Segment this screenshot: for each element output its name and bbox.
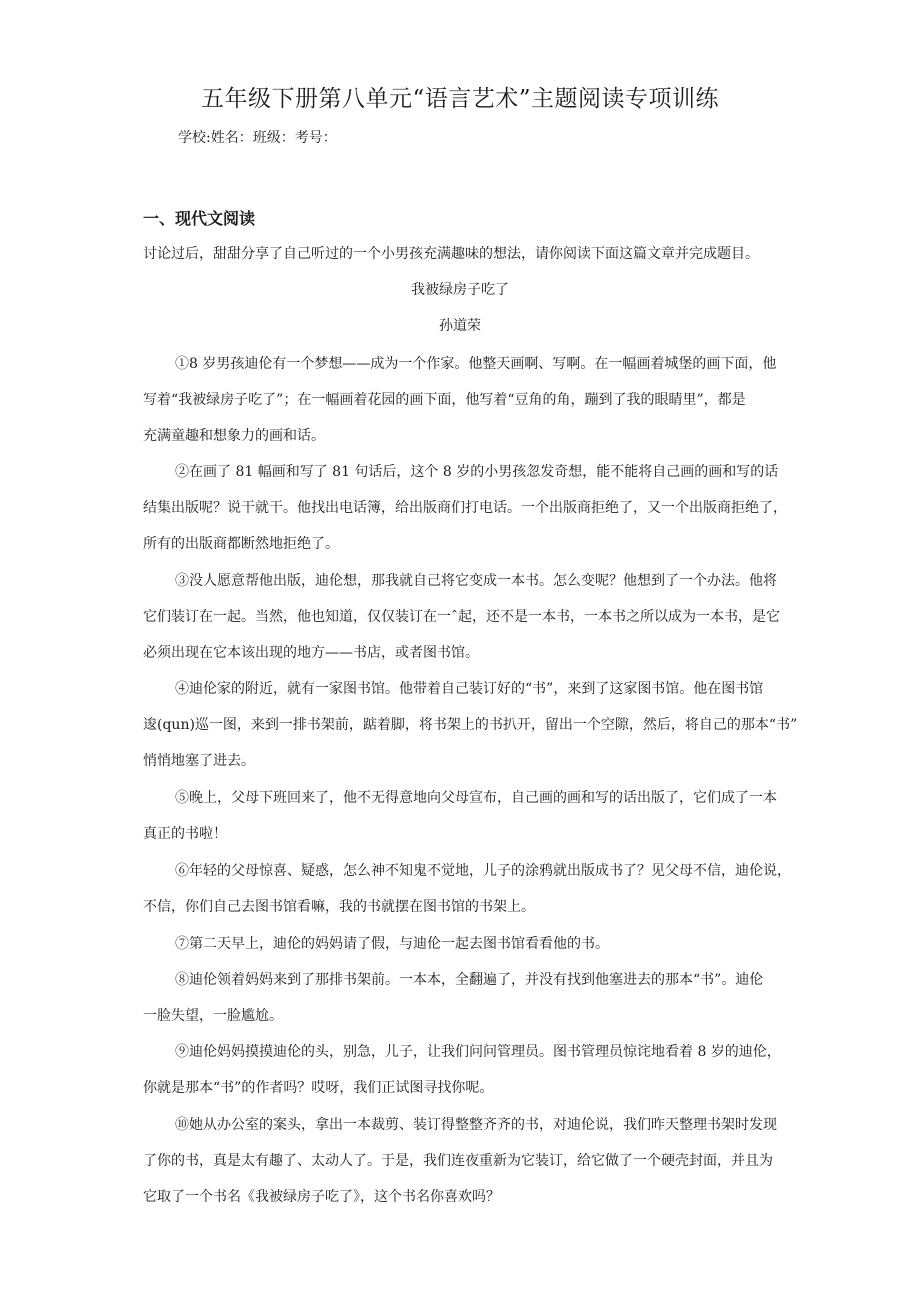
student-info-line: 学校:姓名：班级：考号： [178,130,337,146]
paragraph-line: 你就是那本“书”的作者吗？哎呀，我们正试图寻找你呢。 [143,1080,494,1096]
paragraph-line: ⑦第二天早上，迪伦的妈妈请了假，与迪伦一起去图书馆看看他的书。 [175,936,609,952]
article-paragraph [143,853,791,925]
paragraph-line: ④迪伦家的附近，就有一家图书馆。他带着自己装订好的“书”，来到了这家图书馆。他在图书馆 [175,681,764,697]
paragraph-line: 写着“我被绿房子吃了”；在一幅画着花园的画下面，他写着“豆角的角，蹦到了我的眼睛里”，都是 [143,392,746,408]
article-paragraph [143,346,783,454]
article-paragraph [143,671,798,779]
paragraph-line: ③没人愿意帮他出版，迪伦想，那我就自己将它变成一本书。怎么变呢？他想到了一个办法。他将 [175,573,777,589]
section-intro: 讨论过后，甜甜分享了自己听过的一个小男孩充满趣味的想法，请你阅读下面这篇文章并完成题目。 [143,246,759,262]
article-paragraph [143,962,783,1034]
paragraph-line: 悄悄地塞了进去。 [143,753,255,769]
page-title: 五年级下册第八单元“语言艺术”主题阅读专项训练 [200,86,720,112]
paragraph-line: 它们装订在一起。当然，他也知道，仅仅装订在一ˆ起，还不是一本书，一本书之所以成为一本书，是它 [143,609,780,625]
paragraph-line: 了你的书，真是太有趣了、太动人了。于是，我们连夜重新为它装订，给它做了一个硬壳封面，并且为 [143,1153,773,1169]
paragraph-line: ⑧迪伦领着妈妈来到了那排书架前。一本本，全翻遍了，并没有找到他塞进去的那本“书”。迪伦 [175,972,764,988]
paragraph-line: 必须出现在它本该出现的地方——书店，或者图书馆。 [143,645,479,661]
section-heading: 一、现代文阅读 [143,209,256,228]
paragraph-line: 真正的书啦！ [143,826,227,842]
paragraph-line: 一脸失望，一脸尴尬。 [143,1008,283,1024]
article-paragraph [143,1034,783,1106]
paragraph-line: ⑩她从办公室的案头，拿出一本裁剪、装订得整整齐齐的书，对迪伦说，我们昨天整理书架时发现 [175,1117,777,1133]
paragraph-line: 结集出版呢？说干就干。他找出电话簿，给出版商们打电话。一个出版商拒绝了，又一个出版商拒绝了， [143,500,787,516]
paragraph-line: ⑥年轻的父母惊喜、疑惑，怎么神不知鬼不觉地，儿子的涂鸦就出版成书了？见父母不信，迪伦说， [175,863,791,879]
paragraph-line: ⑤晚上，父母下班回来了，他不无得意地向父母宣布，自己画的画和写的话出版了，它们成了一本 [175,790,777,806]
article-paragraph [143,563,783,671]
paragraph-line: 不信，你们自己去图书馆看嘛，我的书就摆在图书馆的书架上。 [143,899,535,915]
article-paragraph [143,780,783,852]
paragraph-line: 所有的出版商都断然地拒绝了。 [143,536,339,552]
article-author: 孙道荣 [439,318,481,334]
paragraph-line: ⑨迪伦妈妈摸摸迪伦的头，别急，儿子，让我们问问管理员。图书管理员惊诧地看着 8 岁的迪伦， [175,1044,781,1060]
paragraph-line: 充满童趣和想象力的画和话。 [143,428,325,444]
paragraph-line: ①8 岁男孩迪伦有一个梦想——成为一个作家。他整天画啊、写啊。在一幅画着城堡的画下面，他 [175,356,777,372]
article-paragraph [143,454,787,562]
article-paragraph [143,926,783,962]
article-paragraph [143,1107,783,1215]
paragraph-line: 它取了一个书名《我被绿房子吃了》，这个书名你喜欢吗？ [143,1189,500,1205]
paragraph-line: ②在画了 81 幅画和写了 81 句话后，这个 8 岁的小男孩忽发奇想，能不能将自己画的画和写的话 [175,464,779,480]
paragraph-line: 逡(qun)巡一图，来到一排书架前，踮着脚，将书架上的书扒开，留出一个空隙，然后，将自己的那本“书” [143,717,798,733]
article-title: 我被绿房子吃了 [411,282,509,298]
